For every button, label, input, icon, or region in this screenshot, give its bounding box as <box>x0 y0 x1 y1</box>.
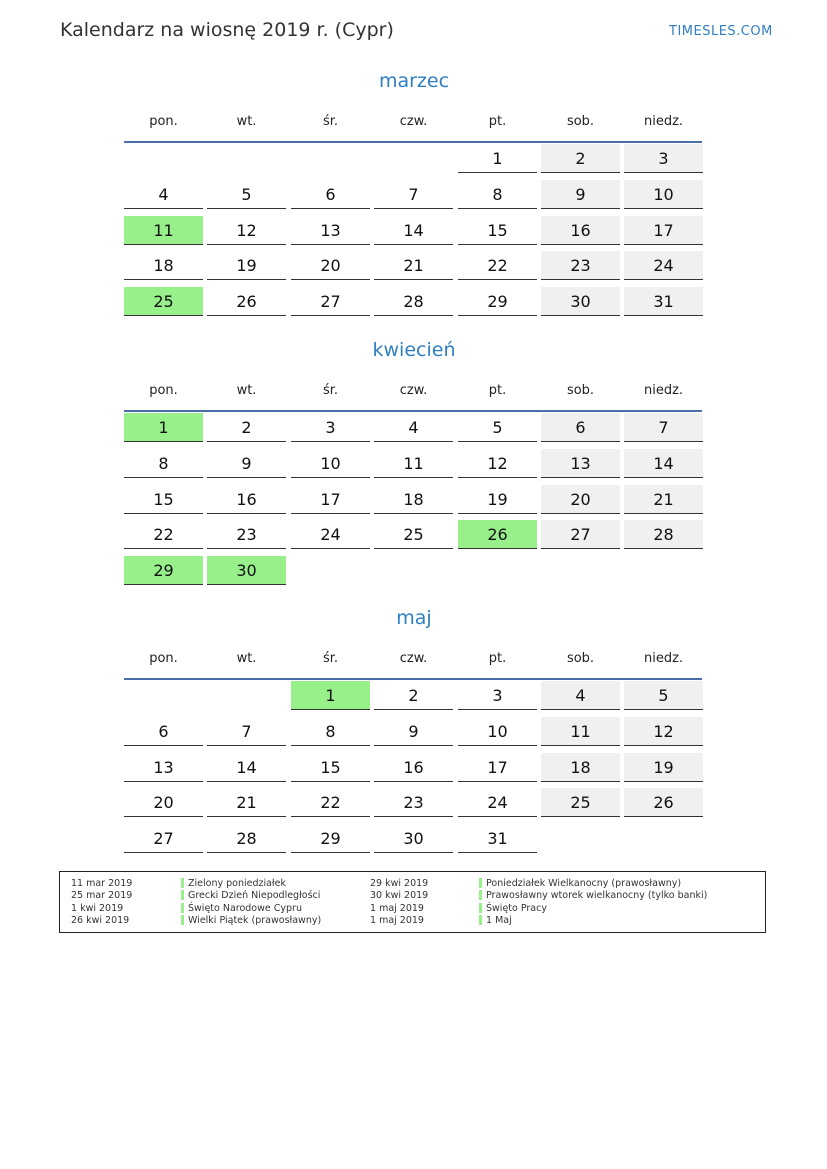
weekday-label: niedz. <box>643 383 684 398</box>
day-cell: 21 <box>624 485 703 514</box>
weekday-label: pt. <box>488 114 507 129</box>
day-cell: 16 <box>207 485 286 514</box>
day-cell: 16 <box>541 216 620 245</box>
weekday-header <box>124 651 704 669</box>
day-cell: 24 <box>458 788 537 817</box>
day-cell: 6 <box>124 717 203 746</box>
day-cell: 7 <box>624 413 703 442</box>
header-rule <box>124 678 702 680</box>
day-cell: 15 <box>458 216 537 245</box>
month-title: marzec <box>378 70 450 92</box>
weekday-label: wt. <box>236 114 257 129</box>
day-cell: 9 <box>207 449 286 478</box>
day-cell: 7 <box>374 180 453 209</box>
day-cell: 4 <box>124 180 203 209</box>
day-cell: 6 <box>541 413 620 442</box>
weekday-label: niedz. <box>643 114 684 129</box>
day-cell: 14 <box>624 449 703 478</box>
day-cell: 9 <box>541 180 620 209</box>
legend-date: 30 kwi 2019 <box>370 890 429 902</box>
day-cell: 2 <box>541 144 620 173</box>
day-cell: 25 <box>541 788 620 817</box>
day-cell: 26 <box>207 287 286 316</box>
day-cell: 17 <box>458 753 537 782</box>
day-cell: 21 <box>207 788 286 817</box>
day-cell: 31 <box>624 287 703 316</box>
day-cell: 11 <box>374 449 453 478</box>
legend-dates-left <box>71 878 132 928</box>
day-cell: 22 <box>124 520 203 549</box>
day-cell: 25 <box>374 520 453 549</box>
day-cell: 28 <box>207 824 286 853</box>
holiday-day-cell: 30 <box>207 556 286 585</box>
day-cell: 13 <box>291 216 370 245</box>
day-cell: 10 <box>624 180 703 209</box>
day-cell: 31 <box>458 824 537 853</box>
weekday-label: pon. <box>149 114 178 129</box>
day-cell: 27 <box>541 520 620 549</box>
day-cell: 24 <box>624 251 703 280</box>
day-cell: 21 <box>374 251 453 280</box>
weekday-label: śr. <box>322 114 339 129</box>
legend-holiday-name: Prawosławny wtorek wielkanocny (tylko banki) <box>486 890 708 902</box>
weekday-header <box>124 383 704 401</box>
legend-names-left <box>188 878 321 928</box>
legend-holiday-name: Wielki Piątek (prawosławny) <box>188 915 322 927</box>
legend-date: 11 mar 2019 <box>71 878 133 889</box>
holiday-day-cell: 26 <box>458 520 537 549</box>
day-cell: 15 <box>124 485 203 514</box>
weekday-label: śr. <box>322 651 339 666</box>
day-cell: 3 <box>291 413 370 442</box>
weekday-label: wt. <box>236 651 257 666</box>
day-cell: 4 <box>541 681 620 710</box>
day-cell: 2 <box>374 681 453 710</box>
legend-date: 29 kwi 2019 <box>370 878 429 889</box>
day-cell: 3 <box>458 681 537 710</box>
weekday-label: pt. <box>488 651 507 666</box>
legend-marker-right <box>479 878 482 927</box>
day-cell: 27 <box>124 824 203 853</box>
weekday-label: niedz. <box>643 651 684 666</box>
day-cell: 14 <box>207 753 286 782</box>
day-cell: 12 <box>624 717 703 746</box>
weekday-label: wt. <box>236 383 257 398</box>
day-cell: 29 <box>291 824 370 853</box>
weekday-label: śr. <box>322 383 339 398</box>
day-cell: 5 <box>624 681 703 710</box>
holiday-day-cell: 29 <box>124 556 203 585</box>
weekday-label: czw. <box>399 114 428 129</box>
day-cell: 6 <box>291 180 370 209</box>
day-cell: 19 <box>624 753 703 782</box>
day-cell: 8 <box>124 449 203 478</box>
day-cell: 9 <box>374 717 453 746</box>
day-cell: 3 <box>624 144 703 173</box>
day-cell: 16 <box>374 753 453 782</box>
day-cell: 2 <box>207 413 286 442</box>
holiday-day-cell: 25 <box>124 287 203 316</box>
day-cell: 10 <box>291 449 370 478</box>
day-cell: 18 <box>124 251 203 280</box>
day-cell: 5 <box>207 180 286 209</box>
day-cell: 1 <box>458 144 537 173</box>
day-cell: 12 <box>207 216 286 245</box>
weekday-label: czw. <box>399 383 428 398</box>
month-title: maj <box>396 607 432 629</box>
weekday-header <box>124 114 704 132</box>
holiday-day-cell: 11 <box>124 216 203 245</box>
day-cell: 7 <box>207 717 286 746</box>
day-cell: 22 <box>458 251 537 280</box>
weekday-label: sob. <box>566 383 595 398</box>
day-cell: 17 <box>291 485 370 514</box>
day-cell: 20 <box>291 251 370 280</box>
weekday-label: czw. <box>399 651 428 666</box>
day-cell: 18 <box>541 753 620 782</box>
day-cell: 14 <box>374 216 453 245</box>
legend-date: 1 maj 2019 <box>370 902 424 914</box>
page-title: Kalendarz na wiosnę 2019 r. (Cypr) <box>60 19 394 41</box>
header-rule <box>124 410 702 412</box>
day-cell: 23 <box>541 251 620 280</box>
legend-holiday-name: 1 Maj <box>486 915 512 927</box>
weekday-label: sob. <box>566 114 595 129</box>
holiday-day-cell: 1 <box>124 413 203 442</box>
legend-date: 26 kwi 2019 <box>71 915 130 927</box>
day-cell: 8 <box>458 180 537 209</box>
day-cell: 30 <box>541 287 620 316</box>
day-cell: 24 <box>291 520 370 549</box>
legend-holiday-name: Poniedziałek Wielkanocny (prawosławny) <box>486 878 682 889</box>
day-cell: 28 <box>624 520 703 549</box>
legend-holiday-name: Święto Narodowe Cypru <box>188 902 302 914</box>
day-cell: 10 <box>458 717 537 746</box>
legend-dates-right <box>370 878 428 928</box>
legend-holiday-name: Grecki Dzień Niepodległości <box>188 890 321 902</box>
day-cell: 13 <box>541 449 620 478</box>
day-cell: 15 <box>291 753 370 782</box>
day-cell: 17 <box>624 216 703 245</box>
legend-date: 1 kwi 2019 <box>71 902 124 914</box>
day-cell: 13 <box>124 753 203 782</box>
day-cell: 23 <box>374 788 453 817</box>
day-cell: 26 <box>624 788 703 817</box>
day-cell: 4 <box>374 413 453 442</box>
holiday-day-cell: 1 <box>291 681 370 710</box>
legend-holiday-name: Zielony poniedziałek <box>188 878 286 889</box>
day-cell: 29 <box>458 287 537 316</box>
day-cell: 20 <box>541 485 620 514</box>
day-cell: 18 <box>374 485 453 514</box>
day-cell: 23 <box>207 520 286 549</box>
day-cell: 22 <box>291 788 370 817</box>
brand-logo: TIMESLES.COM <box>669 24 773 39</box>
day-cell: 19 <box>207 251 286 280</box>
day-cell: 27 <box>291 287 370 316</box>
legend-holiday-name: Święto Pracy <box>486 902 547 914</box>
day-cell: 11 <box>541 717 620 746</box>
day-cell: 30 <box>374 824 453 853</box>
weekday-label: sob. <box>566 651 595 666</box>
day-cell: 19 <box>458 485 537 514</box>
legend-marker-left <box>181 878 184 927</box>
day-cell: 12 <box>458 449 537 478</box>
legend-date: 25 mar 2019 <box>71 890 133 902</box>
weekday-label: pon. <box>149 383 178 398</box>
day-cell: 5 <box>458 413 537 442</box>
weekday-label: pt. <box>488 383 507 398</box>
day-cell: 20 <box>124 788 203 817</box>
day-cell: 8 <box>291 717 370 746</box>
header-rule <box>124 141 702 143</box>
day-cell: 28 <box>374 287 453 316</box>
legend-date: 1 maj 2019 <box>370 915 424 927</box>
legend-names-right <box>486 878 707 928</box>
month-title: kwiecień <box>372 339 456 361</box>
holiday-legend <box>59 871 766 933</box>
weekday-label: pon. <box>149 651 178 666</box>
